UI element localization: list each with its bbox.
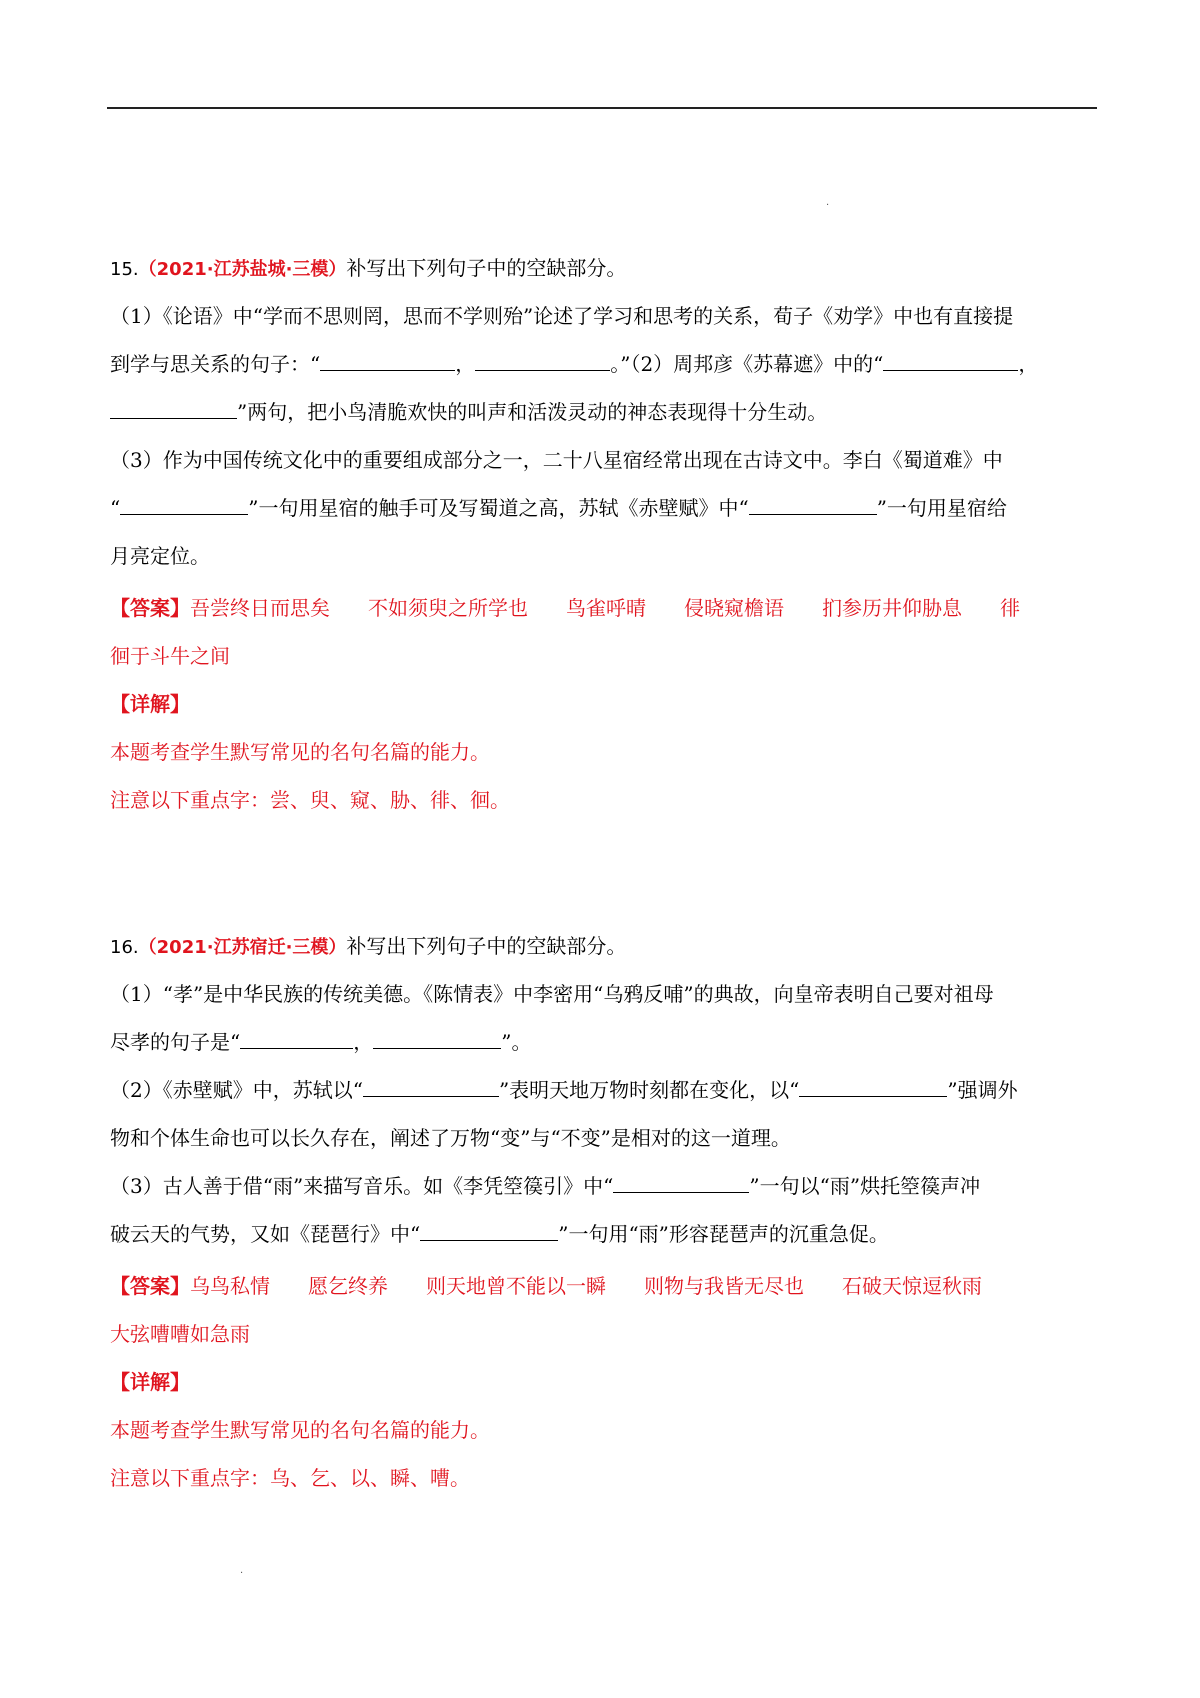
q16-part2-line2: 物和个体生命也可以长久存在，阐述了万物“变”与“不变”是相对的这一道理。 xyxy=(110,1126,791,1150)
answer-blank[interactable] xyxy=(120,494,248,515)
q15-part1-line1: （1）《论语》中“学而不思则罔，思而不学则殆”论述了学习和思考的关系，荀子《劝学》中也有直接提 xyxy=(110,304,1014,328)
q16-source: （2021·江苏宿迁·三模） xyxy=(138,937,347,958)
answer-item: 乌鸟私情 xyxy=(190,1274,270,1298)
q16-part2-line1: （2）《赤壁赋》中，苏轼以“ ”表明天地万物时刻都在变化，以“ ”强调外 xyxy=(110,1078,1018,1102)
answer-tag: 【答案】 xyxy=(110,1274,190,1298)
answer-item: 徘 xyxy=(1000,596,1020,620)
answer-item: 侵晓窥檐语 xyxy=(684,596,784,620)
detail-tag: 【详解】 xyxy=(110,692,190,716)
detail-tag: 【详解】 xyxy=(110,1370,190,1394)
answer-item: 愿乞终养 xyxy=(308,1274,388,1298)
answer-blank[interactable] xyxy=(799,1076,947,1097)
answer-blank[interactable] xyxy=(373,1028,501,1049)
q16-part3-line1: （3）古人善于借“雨”来描写音乐。如《李凭箜篌引》中“ ”一句以“雨”烘托箜篌声冲 xyxy=(110,1174,981,1198)
q15-source: （2021·江苏盐城·三模） xyxy=(138,259,347,280)
q15-part2-line: ”两句，把小鸟清脆欢快的叫声和活泼灵动的神态表现得十分生动。 xyxy=(110,398,827,426)
q15-part3-line2: “ ”一句用星宿的触手可及写蜀道之高，苏轼《赤壁赋》中“ ”一句用星宿给 xyxy=(110,496,1007,520)
stray-dot: · xyxy=(240,1568,244,1579)
q15-part3-line3: 月亮定位。 xyxy=(110,544,210,568)
q15-answer-line2: 徊于斗牛之间 xyxy=(110,644,230,668)
q16-detail-2: 注意以下重点字：乌、乞、以、瞬、嘈。 xyxy=(110,1466,470,1490)
answer-item: 不如须臾之所学也 xyxy=(368,596,528,620)
q16-answer-line1 xyxy=(110,1272,982,1300)
q15-detail-2: 注意以下重点字：尝、臾、窥、胁、徘、徊。 xyxy=(110,788,510,812)
q16-part3-line2: 破云天的气势，又如《琵琶行》中“ ”一句用“雨”形容琵琶声的沉重急促。 xyxy=(110,1222,889,1246)
answer-blank[interactable] xyxy=(749,494,877,515)
q15-answer-line1 xyxy=(110,594,1020,622)
q16-number: 16. xyxy=(110,937,139,958)
answer-item: 则物与我皆无尽也 xyxy=(644,1274,804,1298)
answer-blank[interactable] xyxy=(613,1172,749,1193)
q15-number: 15. xyxy=(110,259,139,280)
answer-blank[interactable] xyxy=(320,350,455,371)
answer-item: 扪参历井仰胁息 xyxy=(822,596,962,620)
answer-item: 鸟雀呼晴 xyxy=(566,596,646,620)
answer-blank[interactable] xyxy=(420,1220,558,1241)
q15-prompt: 补写出下列句子中的空缺部分。 xyxy=(346,256,627,280)
q16-part1-line1: （1）“孝”是中华民族的传统美德。《陈情表》中李密用“乌鸦反哺”的典故，向皇帝表明自己要对祖母 xyxy=(110,982,994,1006)
answer-item: 石破天惊逗秋雨 xyxy=(842,1274,982,1298)
answer-blank[interactable] xyxy=(240,1028,353,1049)
answer-item: 吾尝终日而思矣 xyxy=(190,596,330,620)
q15-title xyxy=(110,254,626,284)
stray-dot: · xyxy=(826,200,830,211)
answer-blank[interactable] xyxy=(475,350,610,371)
answer-item: 则天地曾不能以一瞬 xyxy=(426,1274,606,1298)
answer-blank[interactable] xyxy=(883,350,1018,371)
answer-tag: 【答案】 xyxy=(110,596,190,620)
q15-part1-line2: 到学与思关系的句子：“ ， 。”（2）周邦彦《苏幕遮》中的“ ， xyxy=(110,352,1039,376)
q16-prompt: 补写出下列句子中的空缺部分。 xyxy=(346,934,627,958)
q16-title xyxy=(110,932,626,962)
answer-blank[interactable] xyxy=(110,398,237,419)
q15-detail-1: 本题考查学生默写常见的名句名篇的能力。 xyxy=(110,740,490,764)
q16-answer-line2: 大弦嘈嘈如急雨 xyxy=(110,1322,250,1346)
q16-part1-line2: 尽孝的句子是“ ， ”。 xyxy=(110,1030,532,1054)
q16-detail-1: 本题考查学生默写常见的名句名篇的能力。 xyxy=(110,1418,490,1442)
answer-blank[interactable] xyxy=(363,1076,499,1097)
q15-part3-line1: （3）作为中国传统文化中的重要组成部分之一，二十八星宿经常出现在古诗文中。李白《蜀道难》中 xyxy=(110,448,1003,472)
header-rule xyxy=(107,107,1097,109)
